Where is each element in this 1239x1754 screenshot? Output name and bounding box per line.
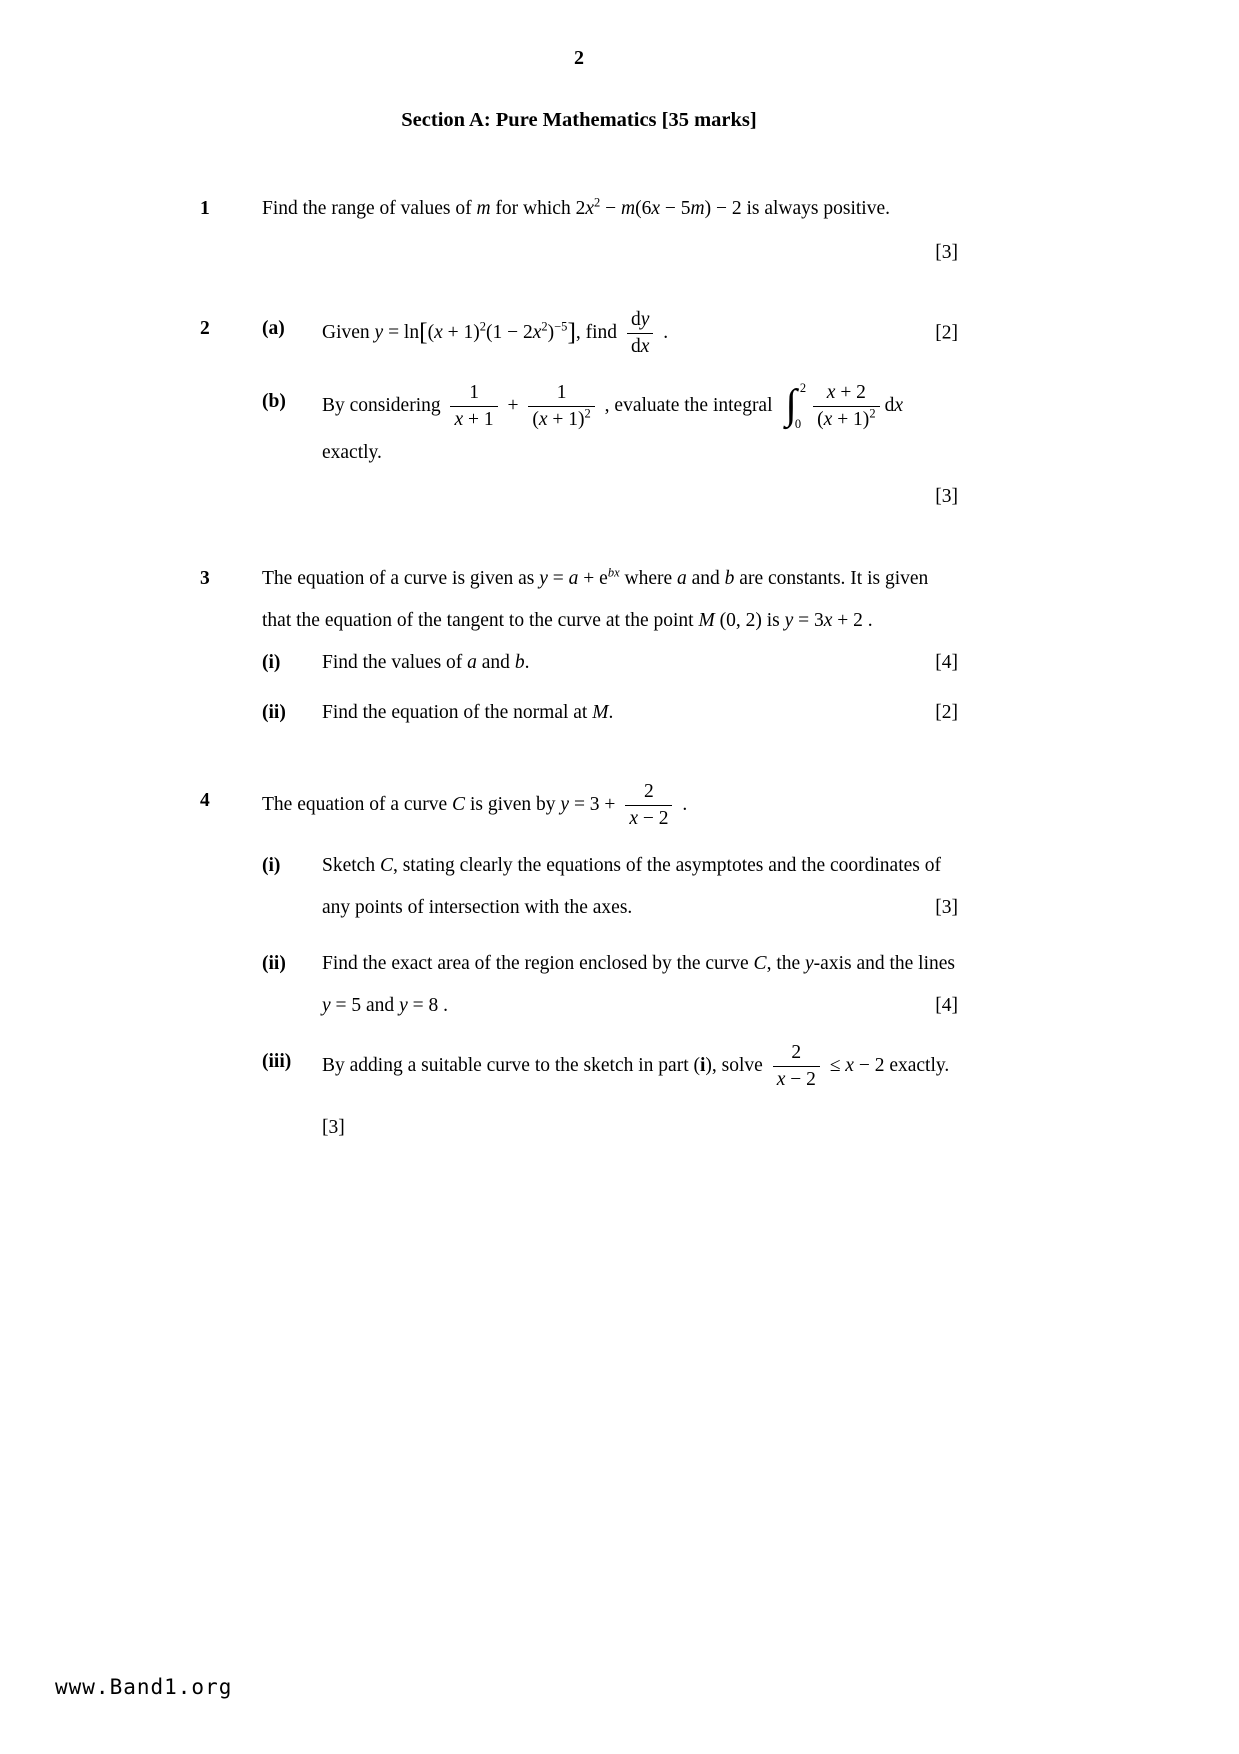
question-3i-marks: [4] <box>935 651 958 673</box>
question-4iii-marks: [3] <box>322 1117 345 1139</box>
question-3i-label: (i) <box>262 651 281 673</box>
question-3-number: 3 <box>200 567 210 589</box>
question-4i <box>262 845 958 929</box>
question-4-number: 4 <box>200 789 210 811</box>
question-2b-text: By considering $\frac{1}{x + 1}$ + $\frac{1}{(x + 1)^2}$ , evaluate the integral ∫ 2 0 $\frac{x + 2}{(x + 1)^2}$ dx exactly. <box>322 381 903 463</box>
question-4i-text: Sketch C, stating clearly the equations of the asymptotes and the coordinates of any points of intersection with the axes. <box>322 854 941 918</box>
footer-url: www.Band1.org <box>55 1675 233 1699</box>
question-4-body <box>262 780 958 1150</box>
question-2a <box>262 308 958 359</box>
question-4iii-textwrap <box>322 1041 958 1150</box>
question-4iii-marks-line <box>322 1107 958 1149</box>
question-2a-marks: [2] <box>935 322 958 344</box>
question-4ii-text: Find the exact area of the region enclosed by the curve C, the y-axis and the lines y = 5 and y = 8 . <box>322 952 956 1016</box>
question-2b-marks: [3] <box>935 485 958 507</box>
question-2b <box>262 381 958 518</box>
question-3-stem: The equation of a curve is given as $y = a + e^{bx}$ where a and b are constants. It is given that the equation of the tangent to the curve at the point M (0, 2) is y = 3x + 2 . <box>262 565 929 631</box>
question-3ii-label: (ii) <box>262 701 286 723</box>
math-fraction: $\frac{2}{x - 2}$ <box>773 1041 820 1092</box>
question-4i-marks: [3] <box>935 896 958 918</box>
math-fraction: $\frac{dy}{dx}$ <box>627 308 653 359</box>
question-1-text: Find the range of values of m for which $2x^2 - m(6x - 5m) - 2$ is always positive. <box>262 195 890 219</box>
question-3i <box>262 642 958 684</box>
question-3ii-marks: [2] <box>935 701 958 723</box>
question-4iii-text: By adding a suitable curve to the sketch in part (i), solve $\frac{2}{x - 2}$ ≤ x − 2 exactly. <box>322 1041 950 1090</box>
question-2 <box>200 308 958 518</box>
integral-sign: ∫ 2 0 <box>785 381 807 431</box>
question-3ii-textwrap <box>322 692 958 734</box>
question-4 <box>200 780 958 1150</box>
question-2-body <box>262 308 958 518</box>
question-3i-text: Find the values of a and b. <box>322 651 530 673</box>
math-fraction: $\frac{1}{x + 1}$ <box>450 381 497 432</box>
question-4i-label: (i) <box>262 854 281 876</box>
question-3ii-text: Find the equation of the normal at M. <box>322 701 614 723</box>
question-1-body <box>262 188 958 274</box>
question-3ii <box>262 692 958 734</box>
math-fraction: $\frac{1}{(x + 1)^2}$ <box>528 381 594 432</box>
question-3i-textwrap <box>322 642 958 684</box>
question-2b-label: (b) <box>262 390 286 412</box>
question-3-body <box>262 558 958 734</box>
question-1-marks-line <box>262 232 958 274</box>
question-4ii-textwrap <box>322 943 958 1027</box>
question-3 <box>200 558 958 734</box>
page-number: 2 <box>574 47 584 69</box>
question-4iii-label: (iii) <box>262 1050 292 1072</box>
question-4-stem: The equation of a curve C is given by y = 3 + $\frac{2}{x - 2}$ . <box>262 780 688 830</box>
question-4i-textwrap <box>322 845 958 929</box>
math-fraction: $\frac{2}{x - 2}$ <box>625 780 672 831</box>
question-4ii <box>262 943 958 1027</box>
exam-sheet <box>200 0 958 1149</box>
question-1-marks: [3] <box>935 242 958 263</box>
question-2-number: 2 <box>200 318 210 339</box>
question-2a-text: Given $y = \ln[(x + 1)^2(1 - 2x^2)^{-5}]$, find $\frac{dy}{dx}$ . <box>322 309 669 358</box>
question-1 <box>200 188 958 274</box>
question-4iii <box>262 1041 958 1150</box>
question-1-number: 1 <box>200 198 210 219</box>
question-2b-textwrap <box>322 381 958 518</box>
question-4ii-marks: [4] <box>935 994 958 1016</box>
section-title: Section A: Pure Mathematics [35 marks] <box>401 109 757 131</box>
question-2a-label: (a) <box>262 318 285 339</box>
question-2b-marks-line <box>322 476 958 518</box>
math-fraction: $\frac{x + 2}{(x + 1)^2}$ <box>813 381 879 432</box>
question-2a-textwrap <box>322 308 958 359</box>
question-4ii-label: (ii) <box>262 952 286 974</box>
